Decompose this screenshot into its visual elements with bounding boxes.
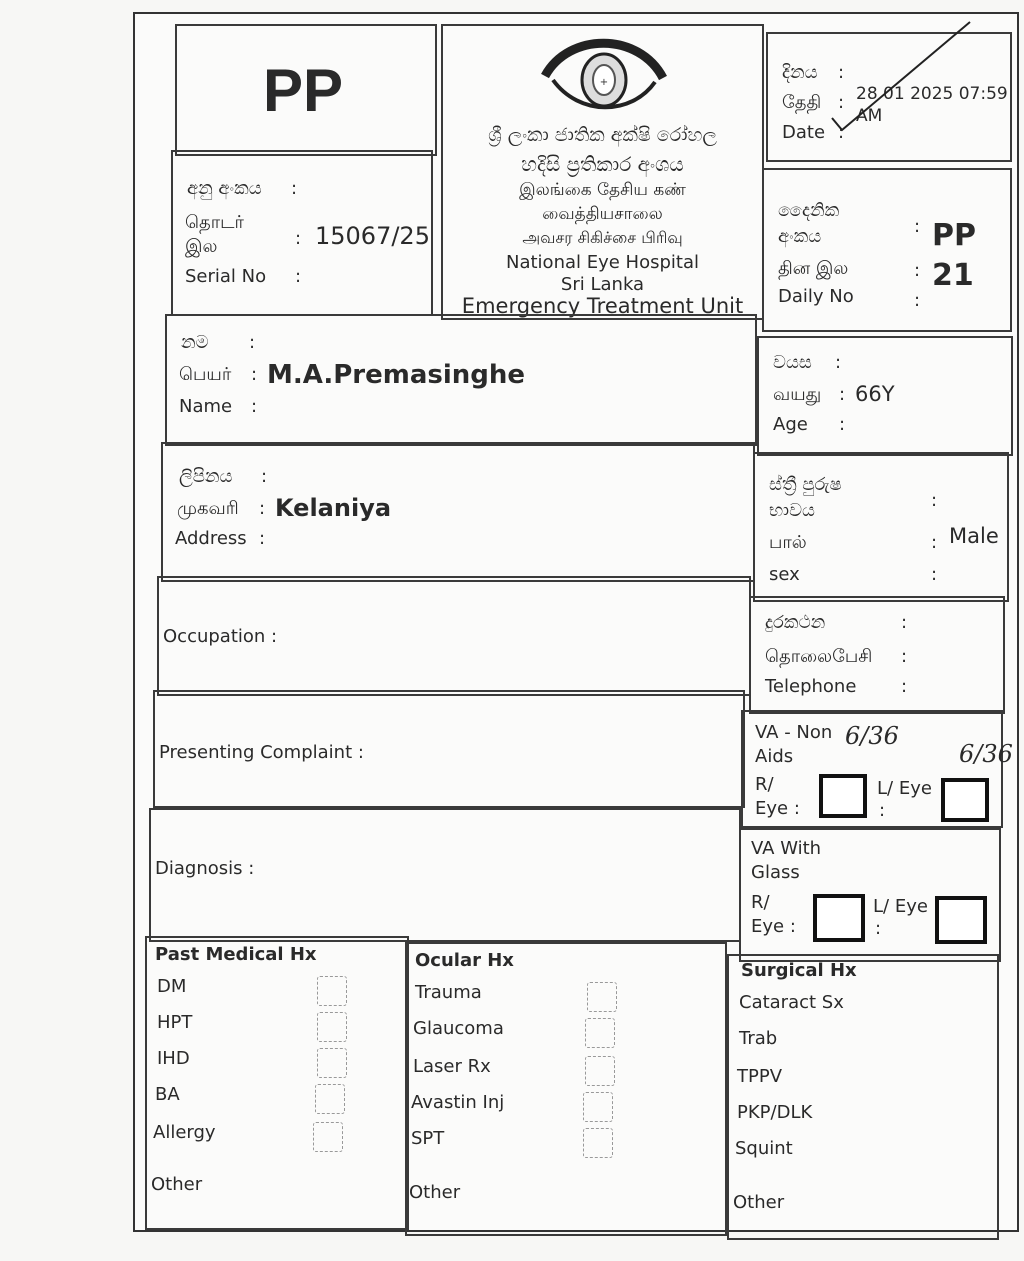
diagnosis-label: Diagnosis : [155, 858, 255, 879]
telephone-label-en: Telephone [765, 676, 857, 697]
pmh-ihd-label: IHD [157, 1048, 190, 1069]
pmh-hpt-checkbox[interactable] [317, 1012, 347, 1042]
colon: : [914, 290, 921, 311]
surgical-hx-title: Surgical Hx [741, 960, 857, 981]
va-with-glass-right-eye-box[interactable] [813, 894, 865, 942]
name-label-ta: பெயர் [179, 364, 232, 385]
date-value-suffix: AM [856, 106, 883, 126]
colon: : [914, 260, 921, 281]
daily-label-en: Daily No [778, 286, 854, 307]
va-with-glass-left-label: L/ Eye [873, 896, 928, 917]
serial-label-si: අනු අංකය [187, 178, 262, 199]
age-cell [757, 336, 1013, 456]
pmh-dm-checkbox[interactable] [317, 976, 347, 1006]
va-non-aids-right-label-1: R/ [755, 774, 774, 795]
serial-label-ta1: தொடர் [185, 212, 244, 233]
ocular-glaucoma-label: Glaucoma [413, 1018, 504, 1039]
va-non-aids-right-label-2: Eye : [755, 798, 800, 819]
date-cell [766, 32, 1012, 162]
eye-logo-icon [539, 36, 669, 118]
ocular-hx-title: Ocular Hx [415, 950, 514, 971]
colon: : [901, 612, 908, 633]
surgical-squint-label: Squint [735, 1138, 793, 1159]
va-with-glass-right-label-1: R/ [751, 892, 770, 913]
address-label-si: ලිපිනය [179, 466, 233, 487]
ocular-hx-section [405, 942, 727, 1236]
va-with-glass-label-2: Glass [751, 862, 800, 883]
colon: : [251, 396, 258, 417]
unit-name: Emergency Treatment Unit [461, 294, 744, 318]
va-non-aids-cell [741, 710, 1013, 828]
ocular-spt-checkbox[interactable] [583, 1128, 613, 1158]
pmh-hpt-label: HPT [157, 1012, 193, 1033]
age-label-en: Age [773, 414, 808, 435]
patient-name-value: M.A.Premasinghe [267, 360, 526, 390]
age-value: 66Y [855, 382, 895, 406]
colon: : [838, 92, 845, 113]
past-medical-hx-section [145, 936, 409, 1230]
telephone-cell [749, 596, 1005, 714]
hospital-header [441, 24, 764, 320]
colon: : [839, 384, 846, 405]
colon: : [914, 216, 921, 237]
presenting-complaint-label: Presenting Complaint : [159, 742, 364, 763]
hospital-line-1: ශ්‍රී ලංකා ජාතික අක්ෂි රෝහල [488, 124, 717, 146]
colon: : [291, 178, 298, 199]
ocular-laser-label: Laser Rx [413, 1056, 491, 1077]
sex-label-si2: භාවය [769, 500, 815, 521]
va-non-aids-left-label: L/ Eye [877, 778, 932, 799]
colon: : [295, 228, 302, 249]
sex-label-si1: ස්ත්‍රී පුරුෂ [769, 474, 842, 495]
address-label-en: Address [175, 528, 247, 549]
va-with-glass-right-label-2: Eye : [751, 916, 796, 937]
ocular-spt-label: SPT [411, 1128, 445, 1149]
pmh-ihd-checkbox[interactable] [317, 1048, 347, 1078]
ocular-trauma-label: Trauma [415, 982, 482, 1003]
sex-value: Male [949, 524, 999, 548]
va-non-aids-label-1: VA - Non [755, 722, 833, 743]
name-cell [165, 314, 757, 446]
daily-label-ta: தின இல [778, 258, 849, 279]
address-cell [161, 442, 755, 582]
name-label-en: Name [179, 396, 233, 417]
colon: : [251, 364, 258, 385]
sex-cell [753, 452, 1009, 602]
serial-label-en: Serial No [185, 266, 267, 287]
check-mark-icon [824, 18, 974, 138]
surgical-hx-section [727, 954, 999, 1240]
occupation-cell [157, 576, 751, 696]
pmh-allergy-label: Allergy [153, 1122, 216, 1143]
age-label-ta: வயது [773, 384, 822, 405]
surgical-trab-label: Trab [739, 1028, 778, 1049]
ocular-laser-checkbox[interactable] [585, 1056, 615, 1086]
surgical-other-label: Other [733, 1192, 785, 1213]
telephone-label-si: දුරකථන [765, 612, 826, 633]
surgical-pkp-label: PKP/DLK [737, 1102, 813, 1123]
va-with-glass-left-eye-box[interactable] [935, 896, 987, 944]
colon: : [875, 918, 882, 939]
ocular-trauma-checkbox[interactable] [587, 982, 617, 1012]
ocular-other-label: Other [409, 1182, 461, 1203]
stamp-cell [175, 24, 437, 156]
colon: : [838, 62, 845, 83]
va-left-eye-handwritten: 6/36 [959, 740, 1013, 768]
colon: : [931, 564, 938, 585]
pmh-ba-label: BA [155, 1084, 180, 1105]
hospital-line-3: இலங்கை தேசிய கண் [519, 180, 686, 200]
va-non-aids-label-2: Aids [755, 746, 794, 767]
diagnosis-cell [149, 808, 741, 942]
daily-value-number: 21 [932, 258, 974, 293]
daily-label-si2: අංකය [778, 226, 822, 247]
sex-label-en: sex [769, 564, 800, 585]
va-non-aids-left-eye-box[interactable] [941, 778, 989, 822]
emergency-treatment-form [133, 12, 1019, 1232]
ocular-avastin-checkbox[interactable] [583, 1092, 613, 1122]
occupation-label: Occupation : [163, 626, 278, 647]
pmh-other-label: Other [151, 1174, 203, 1195]
pmh-dm-label: DM [157, 976, 187, 997]
colon: : [931, 532, 938, 553]
hospital-line-6: National Eye Hospital [506, 252, 699, 273]
pmh-ba-checkbox[interactable] [315, 1084, 345, 1114]
va-non-aids-right-eye-box[interactable] [819, 774, 867, 818]
presenting-complaint-cell [153, 690, 745, 808]
pmh-allergy-checkbox[interactable] [313, 1122, 343, 1152]
hospital-line-5: அவசர சிகிச்சை பிரிவு [522, 228, 683, 247]
colon: : [838, 122, 845, 143]
date-label-si: දිනය [782, 62, 818, 83]
hospital-line-7: Sri Lanka [560, 274, 645, 295]
colon: : [835, 352, 842, 373]
serial-cell [171, 150, 433, 316]
colon: : [249, 332, 256, 353]
ocular-avastin-label: Avastin Inj [411, 1092, 505, 1113]
name-label-si: නම [181, 332, 209, 353]
serial-value: 15067/25 [315, 222, 430, 250]
surgical-cataract-label: Cataract Sx [739, 992, 844, 1013]
va-right-eye-handwritten: 6/36 [845, 722, 899, 750]
hospital-line-4: வைத்தியசாலை [542, 204, 663, 224]
va-with-glass-cell [739, 828, 1001, 962]
colon: : [879, 800, 886, 821]
telephone-label-ta: தொலைபேசி [765, 646, 873, 667]
serial-label-ta2: இல [185, 236, 218, 257]
hospital-line-2: හදිසි ප්‍රතිකාර අංශය [521, 152, 684, 176]
date-value: 28 01 2025 07:59 [856, 84, 1008, 104]
colon: : [259, 498, 266, 519]
date-label-ta: தேதி [782, 92, 822, 113]
age-label-si: වයස [773, 352, 812, 373]
colon: : [931, 490, 938, 511]
daily-value-pp: PP [932, 218, 976, 253]
colon: : [839, 414, 846, 435]
ocular-glaucoma-checkbox[interactable] [585, 1018, 615, 1048]
past-medical-hx-title: Past Medical Hx [155, 944, 317, 965]
colon: : [901, 676, 908, 697]
colon: : [261, 466, 268, 487]
va-with-glass-label-1: VA With [751, 838, 822, 859]
sex-label-ta: பால் [769, 532, 807, 553]
daily-label-si1: දෛනික [778, 200, 840, 221]
address-label-ta: முகவரி [177, 498, 239, 519]
address-value: Kelaniya [275, 494, 392, 522]
colon: : [901, 646, 908, 667]
svg-text:+: + [599, 77, 609, 88]
colon: : [259, 528, 266, 549]
colon: : [295, 266, 302, 287]
daily-no-cell [762, 168, 1012, 332]
surgical-tppv-label: TPPV [737, 1066, 783, 1087]
date-label-en: Date [782, 122, 826, 143]
pp-stamp: PP [263, 57, 344, 124]
